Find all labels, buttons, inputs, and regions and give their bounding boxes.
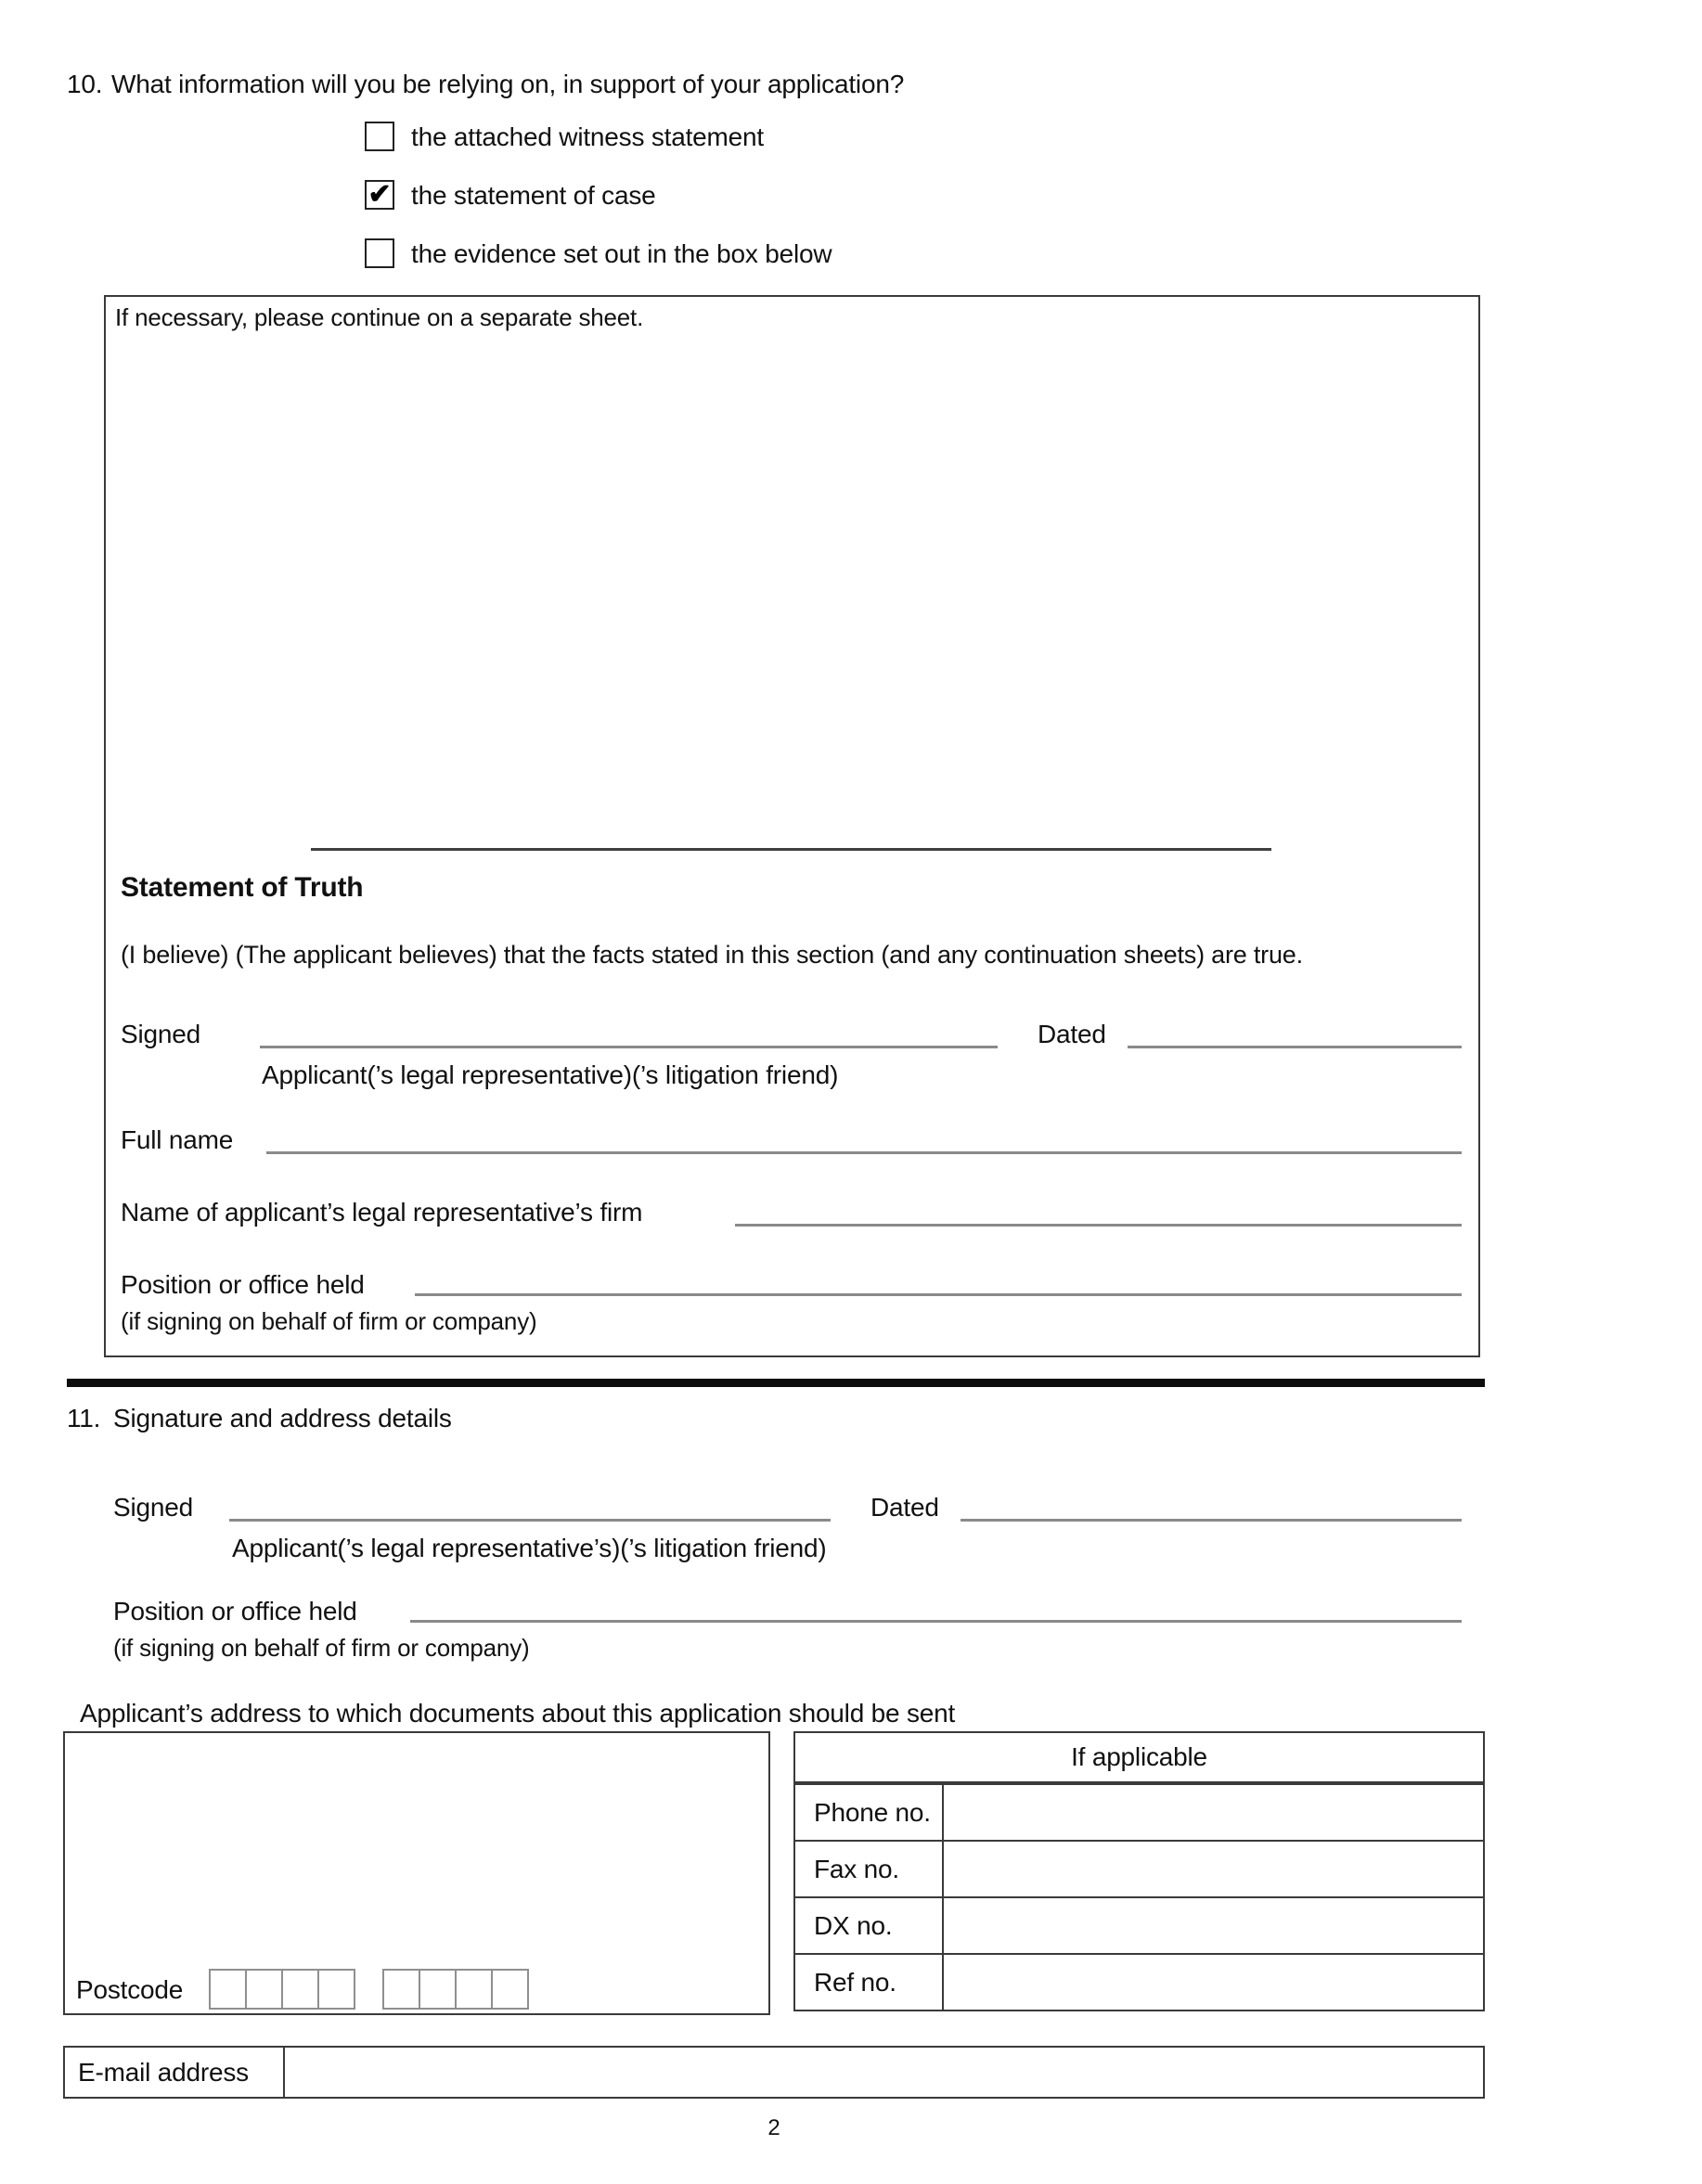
checkbox-2-label: the evidence set out in the box below [411,239,832,268]
ref-no-label: Ref no. [795,1955,944,2010]
dx-no-field[interactable] [944,1898,1483,1953]
checkbox-1[interactable] [365,180,394,210]
address-box[interactable] [63,1731,770,2015]
section-divider-rule [67,1379,1485,1387]
evidence-box-note: If necessary, please continue on a separate sheet. [115,303,644,331]
sot-full-name-label: Full name [121,1125,234,1154]
if-applicable-header: If applicable [795,1733,1483,1783]
email-field[interactable] [285,2048,1483,2097]
postcode-cell[interactable] [317,1969,355,2010]
postcode-cell[interactable] [245,1969,283,2010]
address-heading: Applicant’s address to which documents about this application should be sent [80,1699,956,1728]
q11-position-line[interactable] [410,1620,1462,1623]
phone-no-label: Phone no. [795,1785,944,1840]
phone-no-field[interactable] [944,1785,1483,1840]
postcode-group-2 [382,1969,529,2010]
q11-position-label: Position or office held [113,1597,357,1625]
table-row [795,1783,1483,1840]
q11-number: 11. [67,1404,101,1432]
email-row [63,2046,1485,2099]
checkbox-1-label: the statement of case [411,181,656,210]
sot-firm-line[interactable] [735,1224,1462,1227]
table-row [795,1896,1483,1953]
email-label: E-mail address [65,2048,285,2097]
q11-signed-line[interactable] [229,1519,831,1522]
postcode-group-1 [209,1969,355,2010]
postcode-cell[interactable] [209,1969,247,2010]
checkbox-0[interactable] [365,122,394,151]
q11-dated-line[interactable] [961,1519,1462,1522]
if-applicable-table [793,1731,1485,2011]
table-row [795,1953,1483,2010]
postcode-cell[interactable] [455,1969,493,2010]
checkbox-2[interactable] [365,238,394,268]
statement-of-truth-declaration: (I believe) (The applicant believes) that the facts stated in this section (and any continuation sheets) are true. [121,941,1303,969]
postcode-cell[interactable] [491,1969,529,2010]
evidence-separator-line [311,848,1271,851]
q11-heading: Signature and address details [113,1404,452,1432]
sot-position-label: Position or office held [121,1270,365,1299]
sot-signed-label: Signed [121,1020,200,1048]
q11-signed-label: Signed [113,1493,193,1522]
sot-full-name-line[interactable] [266,1151,1462,1154]
postcode-cell[interactable] [281,1969,319,2010]
q10-number: 10. [67,70,103,98]
sot-firm-label: Name of applicant’s legal representative’s firm [121,1198,643,1227]
ref-no-field[interactable] [944,1955,1483,2010]
q11-position-note: (if signing on behalf of firm or company) [113,1634,530,1662]
sot-dated-line[interactable] [1128,1046,1462,1048]
postcode-cell[interactable] [419,1969,457,2010]
postcode-cell[interactable] [382,1969,420,2010]
table-row [795,1840,1483,1896]
fax-no-label: Fax no. [795,1842,944,1896]
checkbox-0-label: the attached witness statement [411,122,764,151]
postcode-label: Postcode [76,1975,184,2004]
checkbox-1-tick: ✔ [367,179,392,210]
fax-no-field[interactable] [944,1842,1483,1896]
sot-position-line[interactable] [415,1293,1462,1296]
q11-dated-label: Dated [870,1493,939,1522]
sot-signed-sublabel: Applicant(’s legal representative)(’s litigation friend) [262,1060,839,1089]
sot-position-note: (if signing on behalf of firm or company) [121,1307,537,1335]
q10-question: What information will you be relying on, in support of your application? [111,70,905,98]
sot-signed-line[interactable] [260,1046,998,1048]
sot-dated-label: Dated [1038,1020,1106,1048]
page-number: 2 [767,2115,780,2140]
q11-signed-sublabel: Applicant(’s legal representative’s)(’s litigation friend) [232,1534,827,1562]
statement-of-truth-heading: Statement of Truth [121,872,364,903]
dx-no-label: DX no. [795,1898,944,1953]
